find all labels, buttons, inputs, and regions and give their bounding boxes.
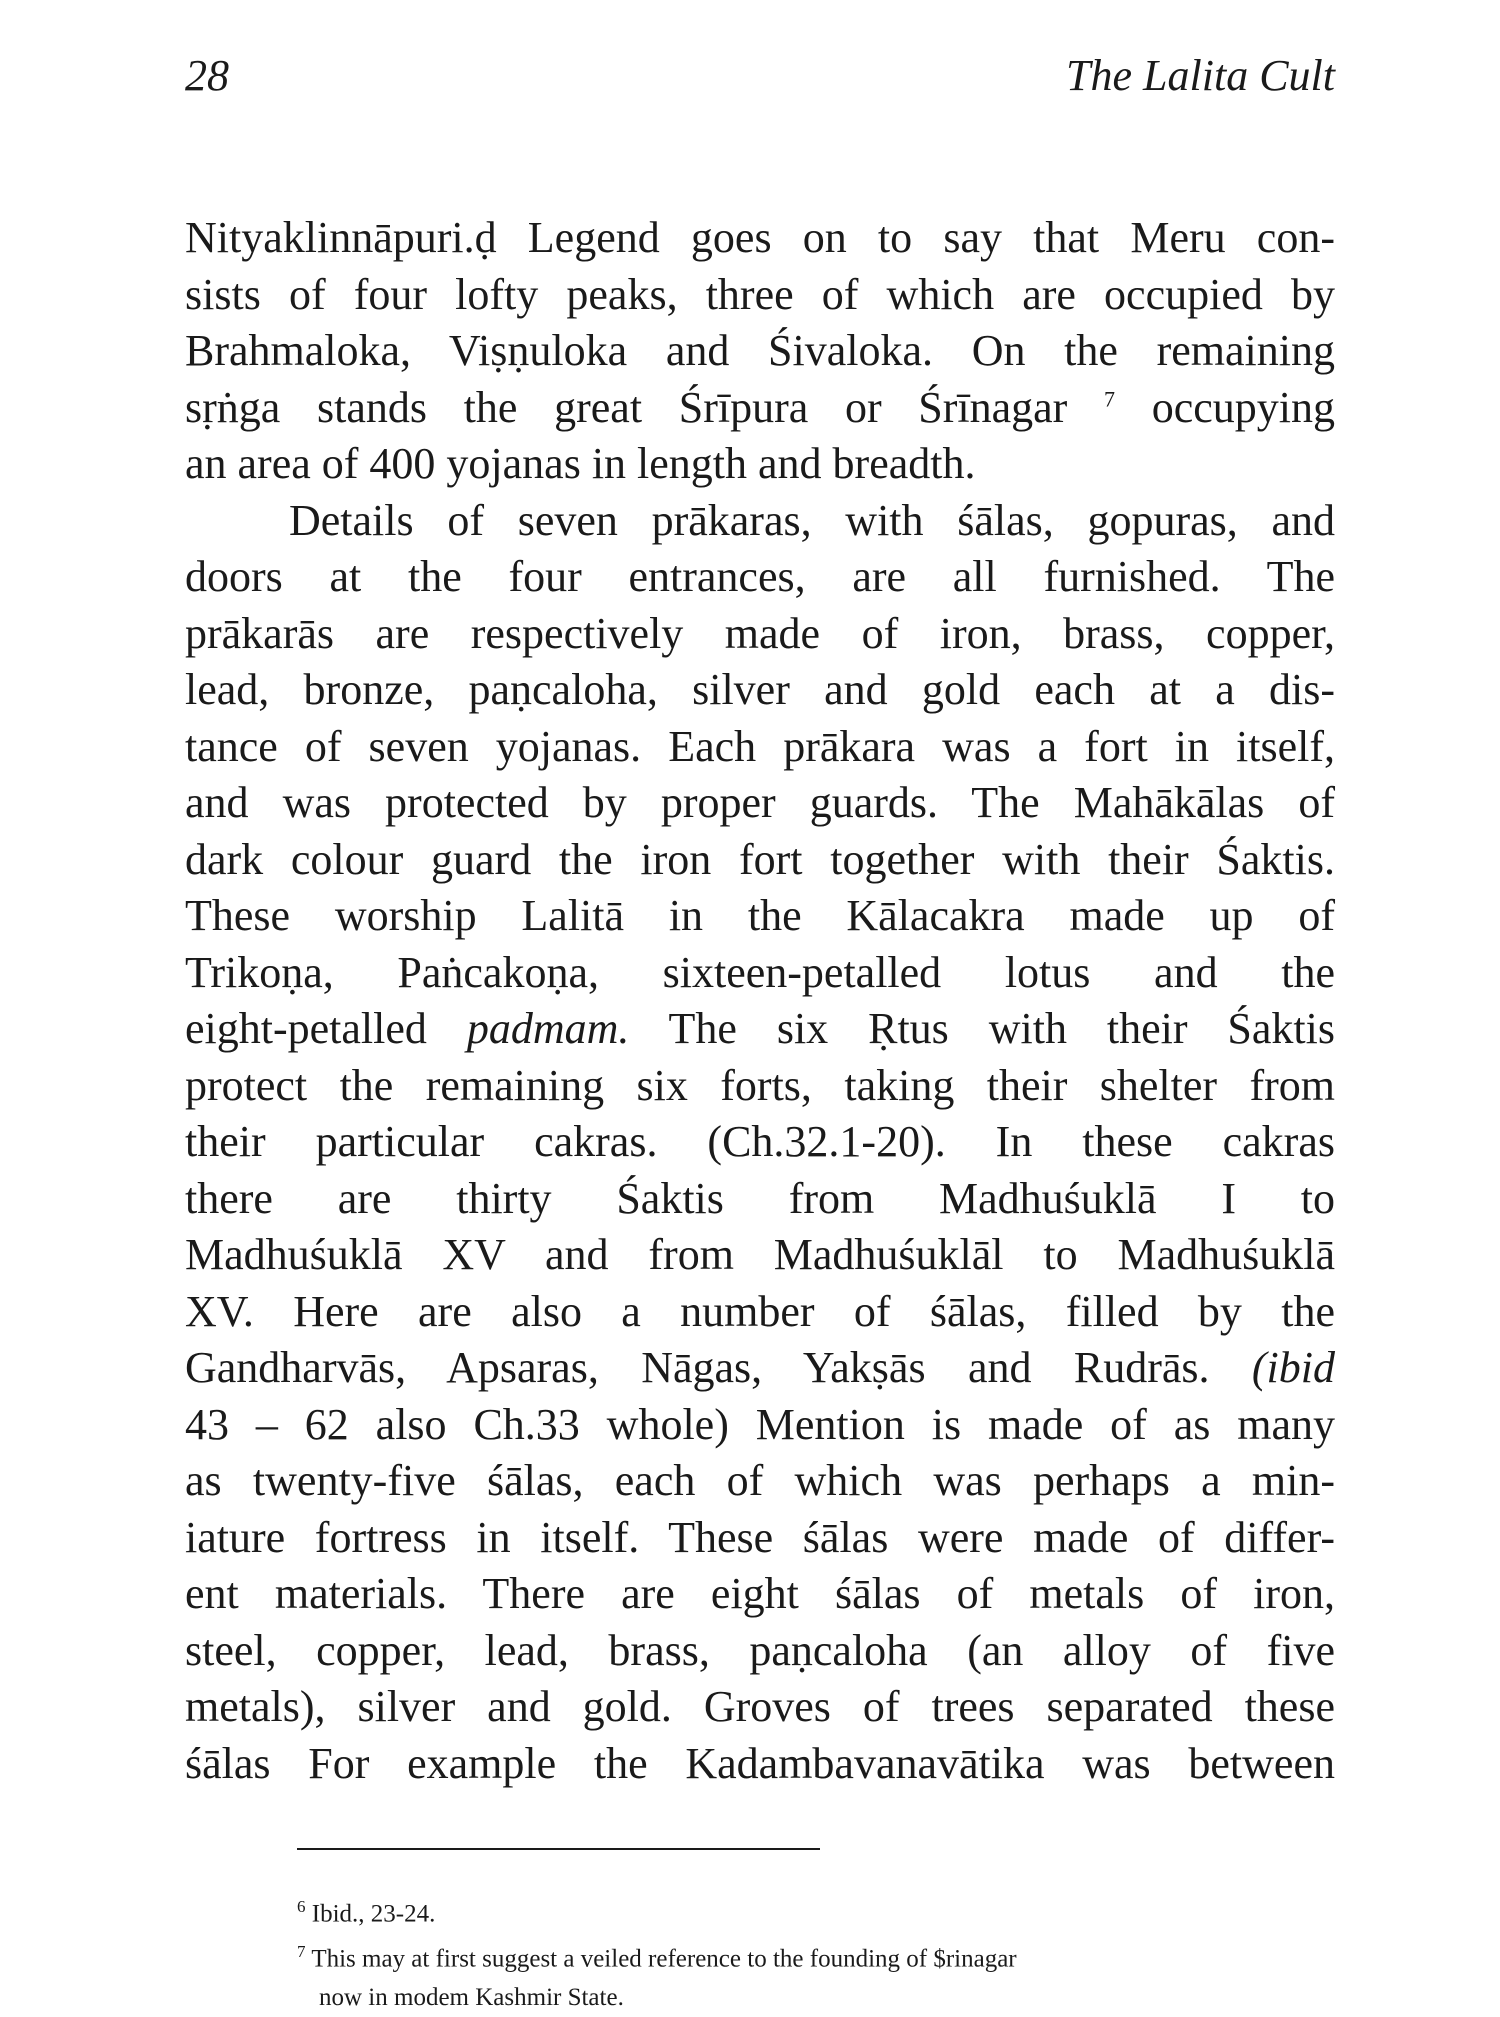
footnote-mark: 6: [297, 1897, 306, 1916]
text-line: their particular cakras. (Ch.32.1-20). In these cakras: [185, 1117, 1335, 1166]
text-line: [185, 1340, 1335, 1397]
footnote-6: [297, 1888, 1335, 1933]
body-text: [185, 210, 1335, 1792]
text-line: prākarās are respectively made of iron, brass, copper,: [185, 608, 1335, 658]
footnote-text: Ibid., 23-24.: [311, 1900, 436, 1928]
footnote-text-continuation: now in modem Kashmir State.: [319, 1983, 624, 2011]
footnote-text: This may at first suggest a veiled reference to the founding of $rinagar: [311, 1945, 1017, 1973]
text-line: lead, bronze, paṇcaloha, silver and gold each at a dis-: [185, 665, 1335, 714]
text-segment: eight-petalled: [185, 1004, 427, 1053]
text-segment: occupying: [1151, 382, 1336, 432]
text-line: an area of 400 yojanas in length and breadth.: [185, 439, 976, 488]
text-line: Details of seven prākaras, with śālas, gopuras, and: [289, 495, 1335, 545]
page-number: 28: [185, 51, 229, 100]
text-line: metals), silver and gold. Groves of trees separated these: [185, 1682, 1335, 1731]
italic-term: (ibid: [1251, 1343, 1336, 1392]
footnote-divider: [297, 1848, 820, 1850]
text-line: [185, 1001, 1335, 1058]
italic-term: padmam.: [466, 1004, 630, 1053]
text-line: Madhuśuklā XV and from Madhuśuklāl to Madhuśuklā: [185, 1230, 1335, 1279]
text-line: Brahmaloka, Viṣṇuloka and Śivaloka. On the remaining: [185, 326, 1335, 375]
paragraph-2: [185, 493, 1335, 1793]
text-line: [185, 380, 1335, 437]
text-line: there are thirty Śaktis from Madhuśuklā I to: [185, 1173, 1335, 1223]
book-page: [185, 50, 1335, 2017]
text-line: dark colour guard the iron fort together with their Śaktis.: [185, 834, 1335, 884]
text-segment: Gandharvās, Apsaras, Nāgas, Yakṣās and Rudrās.: [185, 1343, 1210, 1392]
text-line: protect the remaining six forts, taking their shelter from: [185, 1060, 1335, 1110]
text-line: Nityaklinnāpuri.ḍ Legend goes on to say that Meru con-: [185, 213, 1335, 262]
text-segment: sṛṅga stands the great Śrīpura or Śrīnagar: [185, 382, 1068, 432]
text-line: iature fortress in itself. These śālas were made of differ-: [185, 1512, 1335, 1562]
footnote-mark: 7: [297, 1942, 306, 1962]
text-line: 43 – 62 also Ch.33 whole) Mention is made of as many: [185, 1399, 1335, 1449]
text-line: These worship Lalitā in the Kālacakra made up of: [185, 891, 1335, 940]
running-title: The Lalita Cult: [1066, 51, 1335, 100]
text-line: as twenty-five śālas, each of which was perhaps a min-: [185, 1456, 1335, 1505]
footnote-ref-7: 7: [1104, 385, 1116, 411]
text-segment: The six Ṛtus with their Śaktis: [668, 1004, 1335, 1053]
text-line: Trikoṇa, Paṅcakoṇa, sixteen-petalled lotus and the: [185, 947, 1335, 997]
text-line: tance of seven yojanas. Each prākara was a fort in itself,: [185, 721, 1335, 771]
footnote-7: [297, 1933, 1335, 2016]
text-line: XV. Here are also a number of śālas, filled by the: [185, 1286, 1335, 1336]
paragraph-1: [185, 210, 1335, 493]
text-line: ent materials. There are eight śālas of metals of iron,: [185, 1569, 1335, 1618]
text-line: and was protected by proper guards. The Mahākālas of: [185, 778, 1335, 827]
text-line: śālas For example the Kadambavanavātika was between: [185, 1738, 1335, 1788]
footnotes: [297, 1888, 1335, 2017]
page-header: [185, 50, 1335, 120]
text-line: steel, copper, lead, brass, paṇcaloha (an alloy of five: [185, 1625, 1335, 1675]
text-line: sists of four lofty peaks, three of which are occupied by: [185, 269, 1335, 319]
text-line: doors at the four entrances, are all furnished. The: [185, 552, 1335, 601]
